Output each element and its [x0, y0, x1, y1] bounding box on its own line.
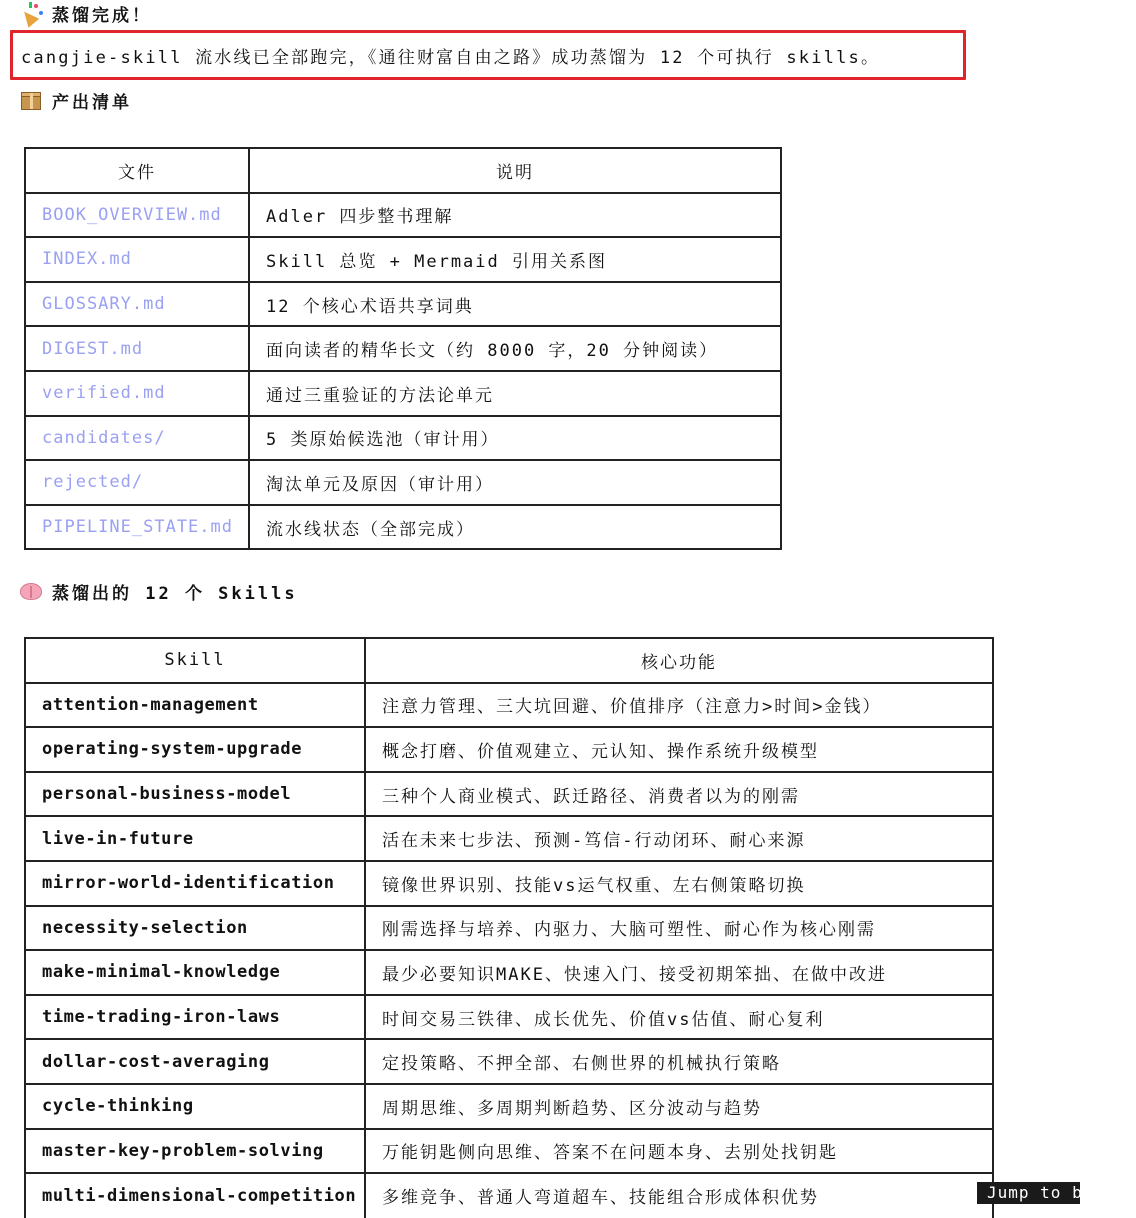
- files-row: [25, 193, 781, 238]
- files-row: [25, 416, 781, 461]
- skills-cell-skill: master-key-problem-solving: [25, 1129, 365, 1174]
- files-table-header-row: [25, 148, 781, 193]
- heading-output-list: [20, 88, 132, 113]
- skills-row: [25, 816, 993, 861]
- heading-skills: [20, 579, 298, 604]
- skills-row: [25, 683, 993, 728]
- files-cell-desc: Skill 总览 + Mermaid 引用关系图: [249, 237, 781, 282]
- files-table: [24, 147, 782, 550]
- files-cell-file[interactable]: rejected/: [25, 460, 249, 505]
- files-row: [25, 326, 781, 371]
- files-cell-desc: 流水线状态（全部完成）: [249, 505, 781, 550]
- skills-cell-func: 刚需选择与培养、内驱力、大脑可塑性、耐心作为核心刚需: [365, 906, 993, 951]
- skills-cell-skill: necessity-selection: [25, 906, 365, 951]
- skills-cell-func: 三种个人商业模式、跃迁路径、消费者以为的刚需: [365, 772, 993, 817]
- skills-cell-func: 定投策略、不押全部、右侧世界的机械执行策略: [365, 1039, 993, 1084]
- files-cell-file[interactable]: DIGEST.md: [25, 326, 249, 371]
- skills-cell-skill: attention-management: [25, 683, 365, 728]
- party-popper-icon: [20, 2, 44, 26]
- summary-text: cangjie-skill 流水线已全部跑完，《通往财富自由之路》成功蒸馏为 12 个可执行 skills。: [21, 47, 881, 68]
- skills-row: [25, 950, 993, 995]
- skills-header-func: 核心功能: [365, 638, 993, 683]
- skills-cell-func: 活在未来七步法、预测-笃信-行动闭环、耐心来源: [365, 816, 993, 861]
- files-header-desc: 说明: [249, 148, 781, 193]
- skills-cell-func: 周期思维、多周期判断趋势、区分波动与趋势: [365, 1084, 993, 1129]
- files-row: [25, 460, 781, 505]
- files-cell-desc: 通过三重验证的方法论单元: [249, 371, 781, 416]
- files-cell-desc: 面向读者的精华长文（约 8000 字，20 分钟阅读）: [249, 326, 781, 371]
- skills-row: [25, 1084, 993, 1129]
- files-cell-desc: 淘汰单元及原因（审计用）: [249, 460, 781, 505]
- heading-output-list-text: 产出清单: [52, 93, 132, 113]
- skills-table-header-row: [25, 638, 993, 683]
- skills-header-skill: Skill: [25, 638, 365, 683]
- skills-cell-skill: time-trading-iron-laws: [25, 995, 365, 1040]
- files-cell-file[interactable]: GLOSSARY.md: [25, 282, 249, 327]
- brain-icon: [20, 580, 44, 604]
- summary-highlight-box: [10, 30, 966, 80]
- skills-cell-skill: make-minimal-knowledge: [25, 950, 365, 995]
- files-row: [25, 505, 781, 550]
- skills-row: [25, 1129, 993, 1174]
- heading-done: [20, 1, 152, 26]
- files-cell-file[interactable]: BOOK_OVERVIEW.md: [25, 193, 249, 238]
- files-cell-desc: Adler 四步整书理解: [249, 193, 781, 238]
- files-cell-desc: 12 个核心术语共享词典: [249, 282, 781, 327]
- files-row: [25, 282, 781, 327]
- package-icon: [20, 89, 44, 113]
- files-header-file: 文件: [25, 148, 249, 193]
- skills-cell-skill: live-in-future: [25, 816, 365, 861]
- skills-row: [25, 1039, 993, 1084]
- skills-cell-func: 注意力管理、三大坑回避、价值排序（注意力>时间>金钱）: [365, 683, 993, 728]
- skills-cell-func: 概念打磨、价值观建立、元认知、操作系统升级模型: [365, 727, 993, 772]
- skills-cell-skill: cycle-thinking: [25, 1084, 365, 1129]
- skills-cell-skill: personal-business-model: [25, 772, 365, 817]
- skills-cell-skill: multi-dimensional-competition: [25, 1173, 365, 1218]
- files-cell-file[interactable]: INDEX.md: [25, 237, 249, 282]
- files-cell-file[interactable]: PIPELINE_STATE.md: [25, 505, 249, 550]
- skills-cell-func: 镜像世界识别、技能vs运气权重、左右侧策略切换: [365, 861, 993, 906]
- files-cell-file[interactable]: candidates/: [25, 416, 249, 461]
- skills-row: [25, 906, 993, 951]
- skills-row: [25, 1173, 993, 1218]
- skills-row: [25, 727, 993, 772]
- heading-skills-text: 蒸馏出的 12 个 Skills: [52, 584, 298, 604]
- skills-cell-func: 时间交易三铁律、成长优先、价值vs估值、耐心复利: [365, 995, 993, 1040]
- files-row: [25, 237, 781, 282]
- files-cell-desc: 5 类原始候选池（审计用）: [249, 416, 781, 461]
- jump-to-bottom-button[interactable]: Jump to bottom: [977, 1182, 1080, 1204]
- files-row: [25, 371, 781, 416]
- skills-cell-skill: operating-system-upgrade: [25, 727, 365, 772]
- heading-done-text: 蒸馏完成！: [52, 6, 152, 26]
- skills-cell-skill: dollar-cost-averaging: [25, 1039, 365, 1084]
- skills-cell-skill: mirror-world-identification: [25, 861, 365, 906]
- skills-row: [25, 772, 993, 817]
- skills-cell-func: 多维竞争、普通人弯道超车、技能组合形成体积优势: [365, 1173, 993, 1218]
- skills-cell-func: 最少必要知识MAKE、快速入门、接受初期笨拙、在做中改进: [365, 950, 993, 995]
- files-cell-file[interactable]: verified.md: [25, 371, 249, 416]
- skills-row: [25, 995, 993, 1040]
- skills-table: [24, 637, 994, 1218]
- skills-cell-func: 万能钥匙侧向思维、答案不在问题本身、去别处找钥匙: [365, 1129, 993, 1174]
- skills-row: [25, 861, 993, 906]
